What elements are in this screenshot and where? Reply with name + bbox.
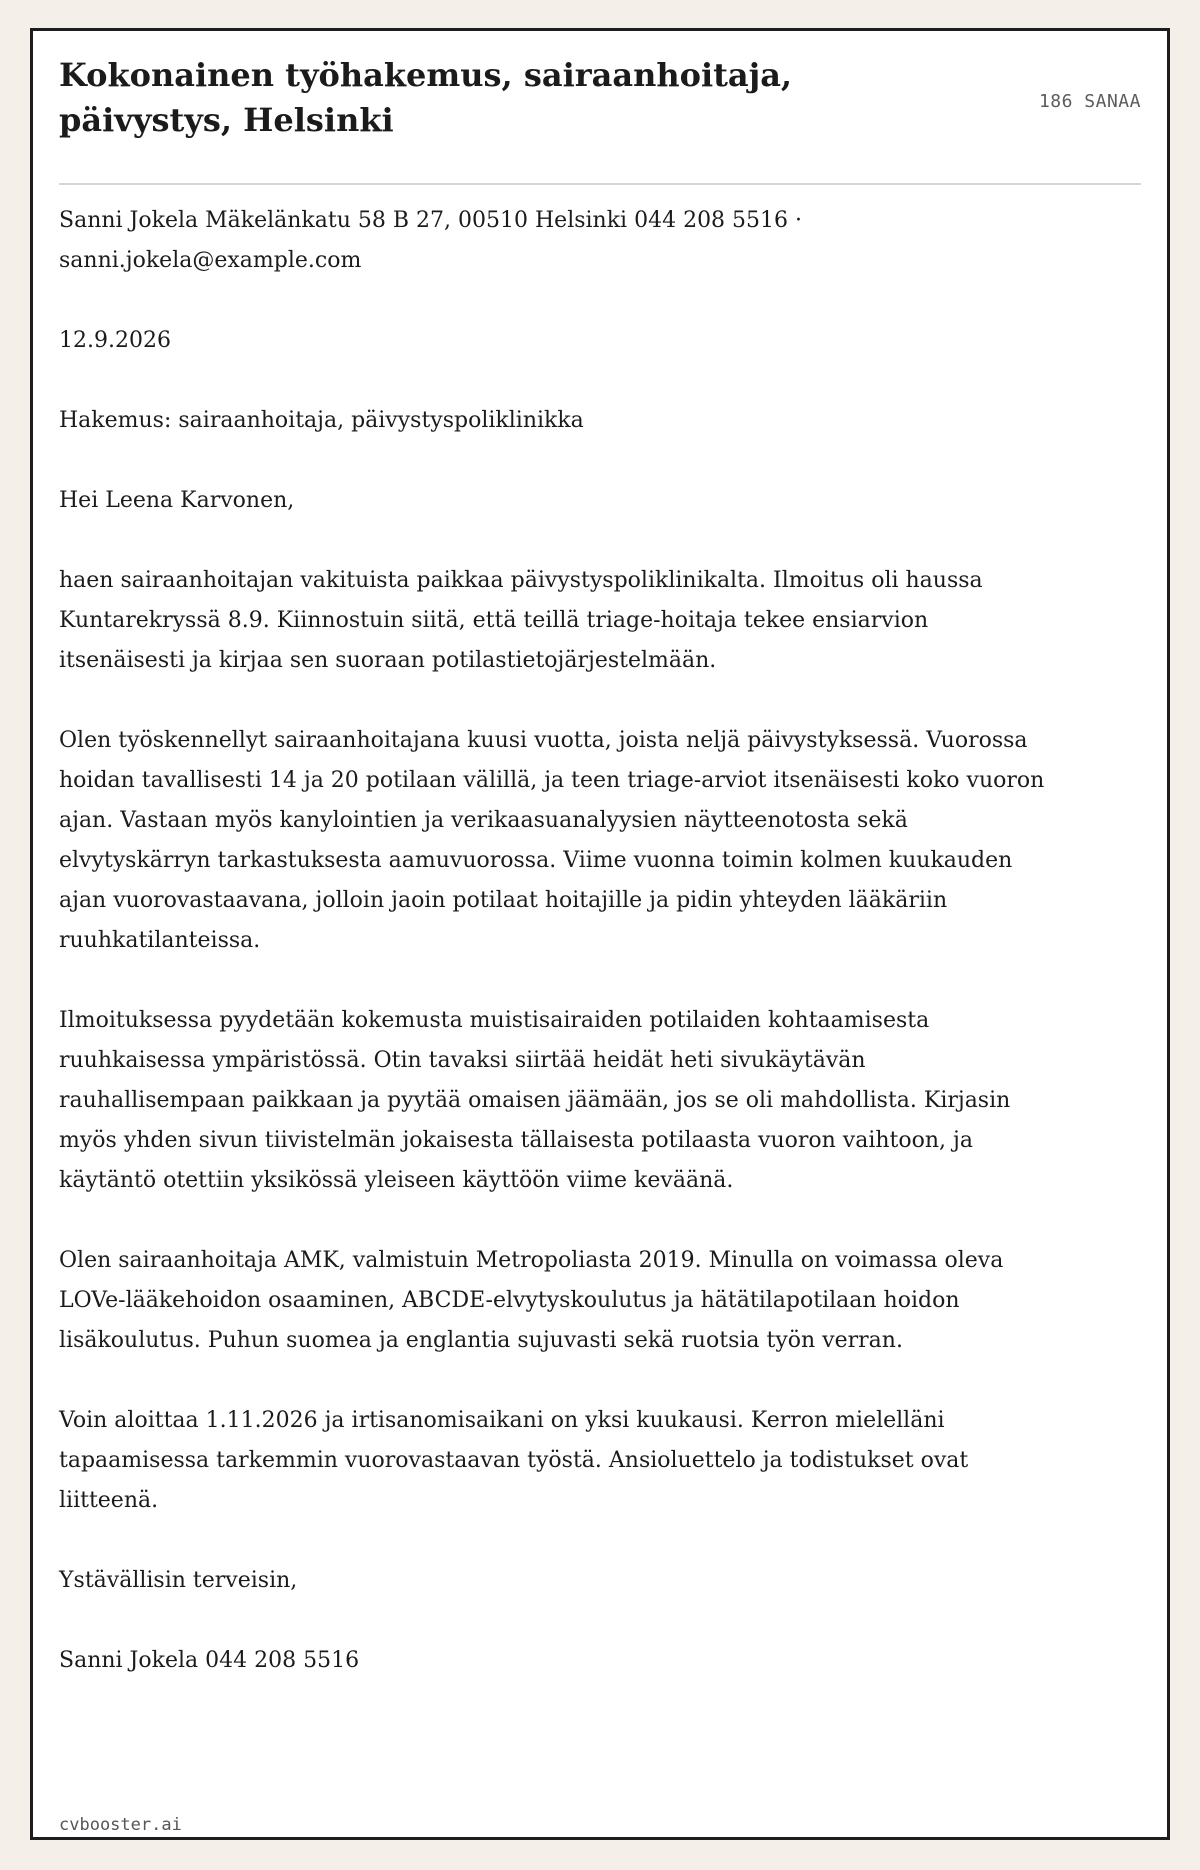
document-header <box>59 53 1141 185</box>
brand-footer: cvbooster.ai <box>59 1815 182 1835</box>
letter-signature: Sanni Jokela 044 208 5516 <box>59 1648 360 1673</box>
letter-greeting: Hei Leena Karvonen, <box>59 488 295 513</box>
letter-paragraph: Voin aloittaa 1.11.2026 ja irtisanomisaikani on yksi kuukausi. Kerron mielelläni tapaamisessa tarkemmin vuorovastaavan työstä. Ansioluettelo ja todistukset ovat liitteenä. <box>59 1408 969 1513</box>
letter-paragraph: Olen työskennellyt sairaanhoitajana kuusi vuotta, joista neljä päivystyksessä. Vuorossa hoidan tavallisesti 14 ja 20 potilaan välillä, ja teen triage-arviot itsenäisesti koko vuoron ajan. Vastaan myös kanylointien ja verikaasuanalyysien näytteenotosta sekä elvytyskärryn tarkastuksesta aamuvuorossa. Viime vuonna toimin kolmen kuukauden ajan vuorovastaavana, jolloin jaoin potilaat hoitajille ja pidin yhteyden lääkäriin ruuhkatilanteissa. <box>59 728 1045 953</box>
sender-contact: Sanni Jokela Mäkelänkatu 58 B 27, 00510 Helsinki 044 208 5516 · sanni.jokela@example.com <box>59 208 803 273</box>
letter-body <box>59 201 1049 1681</box>
document-card <box>30 28 1170 1840</box>
word-count-badge: 186 SANAA <box>1038 91 1141 112</box>
letter-paragraph: Olen sairaanhoitaja AMK, valmistuin Metropoliasta 2019. Minulla on voimassa oleva LOVe-lääkehoidon osaaminen, ABCDE-elvytyskoulutus ja hätätilapotilaan hoidon lisäkoulutus. Puhun suomea ja englantia sujuvasti sekä ruotsia työn verran. <box>59 1248 1004 1353</box>
letter-paragraph: haen sairaanhoitajan vakituista paikkaa päivystyspoliklinikalta. Ilmoitus oli haussa Kuntarekryssä 8.9. Kiinnostuin siitä, että teillä triage-hoitaja tekee ensiarvion itsenäisesti ja kirjaa sen suoraan potilastietojärjestelmään. <box>59 568 983 673</box>
letter-date: 12.9.2026 <box>59 328 171 353</box>
letter-subject: Hakemus: sairaanhoitaja, päivystyspoliklinikka <box>59 408 584 433</box>
letter-closing: Ystävällisin terveisin, <box>59 1568 298 1593</box>
document-title: Kokonainen työhakemus, sairaanhoitaja, päivystys, Helsinki <box>59 56 793 139</box>
letter-paragraph: Ilmoituksessa pyydetään kokemusta muistisairaiden potilaiden kohtaamisesta ruuhkaisessa ympäristössä. Otin tavaksi siirtää heidät heti sivukäytävän rauhallisempaan paikkaan ja pyytää omaisen jäämään, jos se oli mahdollista. Kirjasin myös yhden sivun tiivistelmän jokaisesta tällaisesta potilaasta vuoron vaihtoon, ja käytäntö otettiin yksikössä yleiseen käyttöön viime keväänä. <box>59 1008 1011 1193</box>
